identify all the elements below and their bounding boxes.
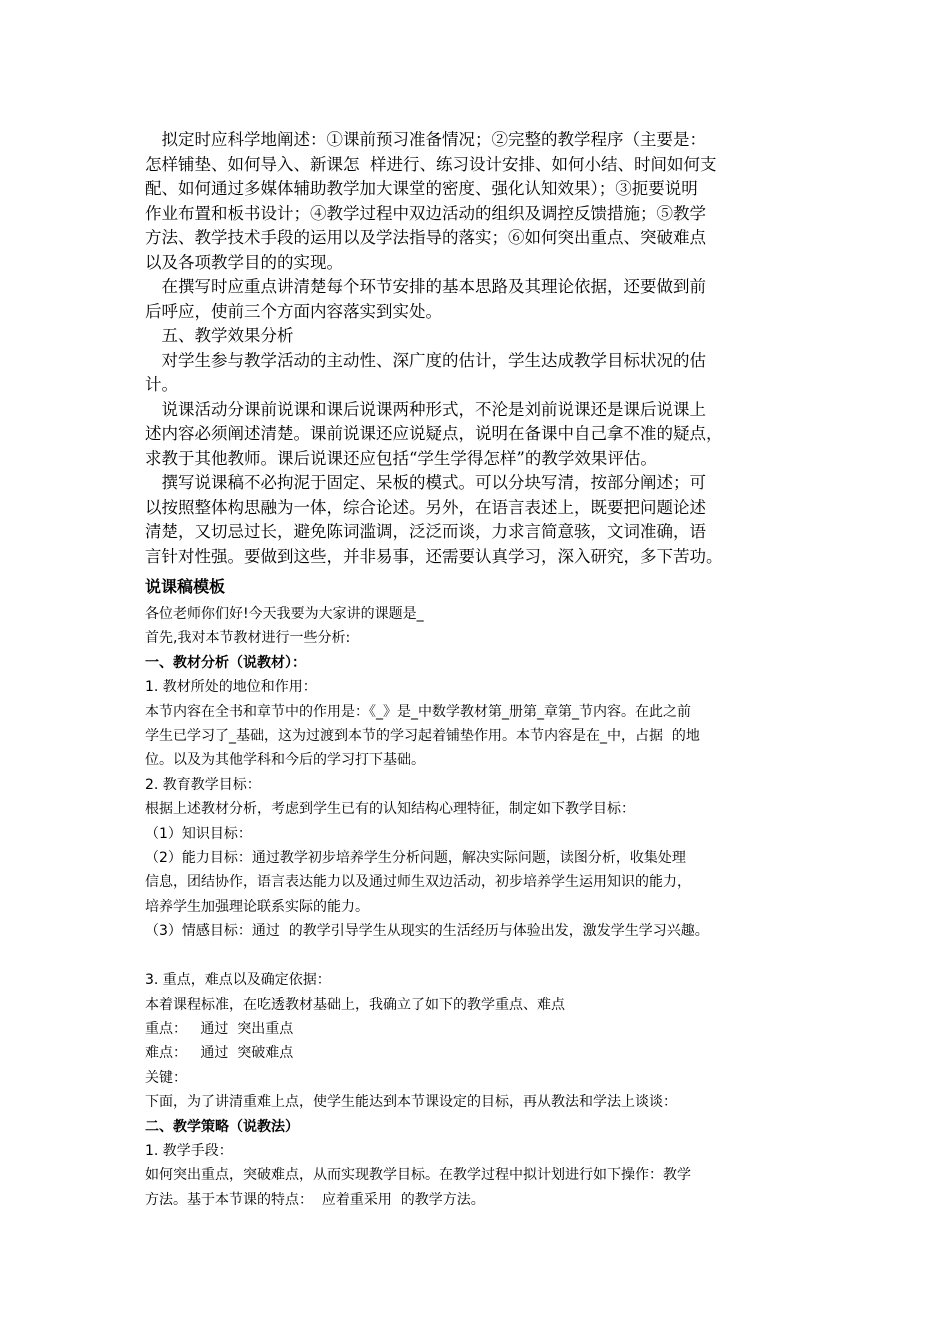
essay-line: 后呼应，使前三个方面内容落实到实处。 <box>145 301 442 321</box>
essay-line: 配、如何通过多媒体辅助教学加大课堂的密度、强化认知效果）；③扼要说明 <box>145 179 698 198</box>
template-line: 方法。基于本节课的特点： 应着重采用 的教学方法。 <box>145 1191 485 1208</box>
template-line: （2）能力目标：通过教学初步培养学生分析问题，解决实际问题，读图分析，收集处理 <box>145 850 686 867</box>
template-line: 信息，团结协作，语言表达能力以及通过师生双边活动，初步培养学生运用知识的能力， <box>145 874 691 891</box>
template-line: 本节内容在全书和章节中的作用是：《_》是_中数学教材第_册第_章第_节内容。在此之前 <box>145 703 691 720</box>
essay-line: 五、教学效果分析 <box>145 326 294 345</box>
essay-line: 说课活动分课前说课和课后说课两种形式，不沦是刘前说课还是课后说课上 <box>145 399 706 419</box>
template-line: 根据上述教材分析，考虑到学生已有的认知结构心理特征，制定如下教学目标： <box>145 801 635 818</box>
template-line: 2. 教育教学目标： <box>145 776 261 793</box>
template-line: 关键： <box>145 1069 187 1086</box>
essay-line: 求教于其他教师。课后说课还应包括“学生学得怎样”的教学效果评估。 <box>145 448 657 468</box>
essay-line: 撰写说课稿不必拘泥于固定、呆板的模式。可以分块写清，按部分阐述；可 <box>145 473 706 492</box>
template-title: 说课稿模板 <box>145 577 226 596</box>
template-line: 学生已学习了_基础，这为过渡到本节的学习起着铺垫作用。本节内容是在_中，占据 的地 <box>145 728 700 745</box>
essay-line: 清楚，又切忌过长，避免陈词滥调，泛泛而谈，力求言简意骇，文词准确，语 <box>145 522 706 541</box>
template-line: 难点： 通过 突破难点 <box>145 1045 294 1062</box>
template-line: 重点： 通过 突出重点 <box>145 1020 294 1037</box>
essay-section <box>145 128 815 569</box>
template-line: 3. 重点，难点以及确定依据： <box>145 972 331 989</box>
template-line: （1）知识目标： <box>145 825 252 842</box>
section-heading: 二、教学策略（说教法） <box>145 1118 299 1135</box>
essay-line: 在撰写时应重点讲清楚每个环节安排的基本思路及其理论依据，还要做到前 <box>145 277 706 296</box>
section-heading: 一、教材分析（说教材）： <box>145 654 306 671</box>
template-line: 1. 教学手段： <box>145 1142 233 1159</box>
template-line: 下面，为了讲清重难上点，使学生能达到本节课设定的目标，再从教法和学法上谈谈： <box>145 1094 677 1111</box>
essay-line: 作业布置和板书设计；④教学过程中双边活动的组织及调控反馈措施；⑤教学 <box>145 203 706 223</box>
template-line: 各位老师你们好!今天我要为大家讲的课题是_ <box>145 606 424 622</box>
template-line: 位。以及为其他学科和今后的学习打下基础。 <box>145 752 425 769</box>
essay-line: 对学生参与教学活动的主动性、深广度的估计，学生达成教学目标状况的估 <box>145 350 706 370</box>
template-line: 本着课程标准，在吃透教材基础上，我确立了如下的教学重点、难点 <box>145 996 565 1013</box>
essay-line: 言针对性强。要做到这些，并非易事，还需要认真学习，深入研究，多下苦功。 <box>145 546 723 566</box>
template-line: （3）情感目标：通过 的教学引导学生从现实的生活经历与体验出发，激发学生学习兴趣。 <box>145 923 709 940</box>
template-line: 1. 教材所处的地位和作用： <box>145 679 317 696</box>
essay-line: 以及各项教学目的的实现。 <box>145 252 343 272</box>
essay-line: 以按照整体构思融为一体，综合论述。另外，在语言表述上，既要把问题论述 <box>145 497 706 517</box>
essay-line: 拟定时应科学地阐述：①课前预习准备情况；②完整的教学程序（主要是： <box>145 130 706 149</box>
essay-line: 述内容必须阐述清楚。课前说课还应说疑点，说明在备课中自己拿不准的疑点， <box>145 424 723 443</box>
template-section <box>145 602 815 1212</box>
template-line: 培养学生加强理论联系实际的能力。 <box>145 898 369 915</box>
template-line: 如何突出重点，突破难点，从而实现教学目标。在教学过程中拟计划进行如下操作：教学 <box>145 1167 691 1184</box>
template-line: 首先,我对本节教材进行一些分析: <box>145 630 351 647</box>
essay-line: 怎样铺垫、如何导入、新课怎 样进行、练习设计安排、如何小结、时间如何支 <box>145 154 717 174</box>
template-line <box>145 944 815 968</box>
essay-line: 计。 <box>145 375 178 394</box>
essay-line: 方法、教学技术手段的运用以及学法指导的落实；⑥如何突出重点、突破难点 <box>145 228 706 247</box>
